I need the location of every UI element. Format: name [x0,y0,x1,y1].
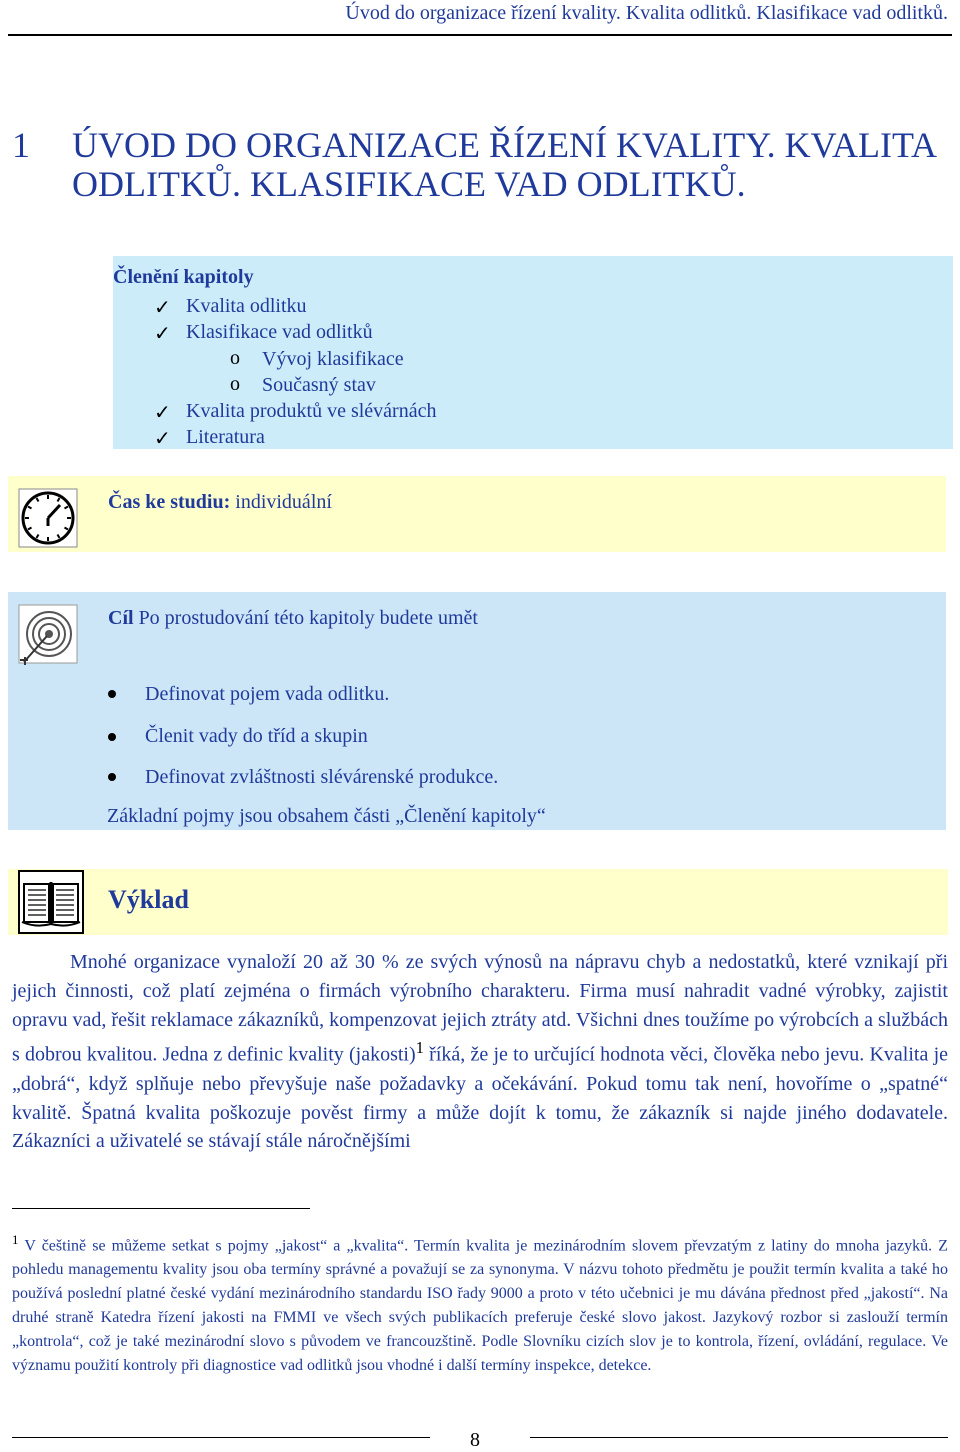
study-time-value: individuální [235,491,332,513]
goal-note: Základní pojmy jsou obsahem části „Členění kapitoly“ [107,805,546,827]
check-icon: ✓ [154,323,171,345]
check-icon: ✓ [154,428,171,450]
footnote-mark: 1 [12,1232,19,1247]
body-text-part-1: Mnohé organizace vynaloží 20 až 30 % ze svých výnosů na nápravu chyb a nedostatků, které vznikají při jejich činnosti, což platí zejména o firmách výrobního charakteru. Firma musí nahradit vadné výrobky, zajistit opravu vad, řešit reklamace zákazníků, kompenzovat jejich ztráty atd. Všichni dnes toužíme po výrobcích a službách s dobrou kvalitou. Jedna z definic kvality (jakosti) [12,951,948,1067]
goal-item: Definovat pojem vada odlitku. [145,683,390,705]
check-icon: ✓ [154,402,171,424]
chapter-title-line-1: ÚVOD DO ORGANIZACE ŘÍZENÍ KVALITY. KVALITA [72,125,938,165]
check-icon: ✓ [154,297,171,319]
outline-item-label: Kvalita produktů ve slévárnách [186,400,437,422]
outline-item [154,321,373,345]
target-icon [16,604,80,666]
chapter-number: 1 [12,125,30,165]
chapter-title-text [72,126,952,204]
bullet-icon [108,733,116,741]
goal-item: Členit vady do tříd a skupin [145,725,368,747]
outline-item-label: Literatura [186,426,265,448]
circle-bullet-icon: o [230,373,240,395]
study-time-box [8,476,946,552]
footer-rule-left [12,1437,430,1438]
goal-item: Definovat zvláštnosti slévárenské produkce. [145,766,499,788]
bullet-icon [108,773,116,781]
outline-subitem [230,347,404,371]
goal-intro [108,607,478,630]
outline-subitem-label: Vývoj klasifikace [262,348,404,370]
outline-subitem-label: Současný stav [262,374,376,396]
goal-intro-text: Po prostudování této kapitoly budete umět [138,607,478,629]
body-paragraph [12,948,948,1156]
footnote-text: V češtině se můžeme setkat s pojmy „jakost“ a „kvalita“. Termín kvalita je mezinárodním slovem převzatým z latiny do mnoha jazyků. Z pohledu managementu kvality jsou oba termíny správné a považují se za synonyma. V názvu tohoto předmětu je použit termín kvalita a také ho používá poslední platné české vydání mezinárodního standardu ISO řady 9000 a proto v této učebnici je mu dávána přednost před „jakostí“. Na druhé straně Katedra řízení jakosti na FMMI ve všech svých publikacích preferuje české slovo jakost. Jazykový rozbor si zaslouží termín „kontrola“, což je také mezinárodní slovo s původem ve francouzštině. Podle Slovníku cizích slov je to kontrola, řízení, ovládání, regulace. Ve významu použití kontroly při diagnostice vad odlitků jsou vhodné i další termíny inspekce, detekce. [12,1237,948,1375]
header-rule [8,34,952,36]
outline-item [154,295,307,319]
page-number: 8 [470,1429,480,1451]
bullet-icon [108,690,116,698]
footnote-reference: 1 [415,1038,424,1058]
study-time-label: Čas ke studiu: [108,491,231,513]
section-title: Výklad [108,885,189,914]
running-header: Úvod do organizace řízení kvality. Kvalita odlitků. Klasifikace vad odlitků. [345,2,948,24]
footer-rule-right [530,1437,948,1438]
outline-item-label: Kvalita odlitku [186,295,307,317]
outline-item [154,400,437,424]
chapter-outline-box [113,256,953,449]
book-icon [18,870,84,934]
clock-icon [18,488,78,548]
body-text-part-2: říká, že je to určující hodnota věci, člověka nebo jevu. Kvalita je „dobrá“, když splňuje nebo převyšuje naše požadavky a očekávání. Pokud tomu tak není, hovoříme o „spatné“ kvalitě. Špatná kvalita poškozuje pověst firmy a může dojít k tomu, že zákazník si najde jiného dodavatele. Zákazníci a uživatelé se stávají stále náročnějšími [12,1044,948,1153]
outline-subitem [230,373,376,397]
footnote-rule [12,1208,310,1209]
outline-heading: Členění kapitoly [113,266,254,288]
outline-item-label: Klasifikace vad odlitků [186,321,373,343]
footnote [12,1228,948,1378]
chapter-title-line-2: ODLITKŮ. KLASIFIKACE VAD ODLITKŮ. [72,164,746,204]
study-time [108,491,332,514]
outline-item [154,426,265,450]
circle-bullet-icon: o [230,347,240,369]
goal-label: Cíl [108,607,134,629]
